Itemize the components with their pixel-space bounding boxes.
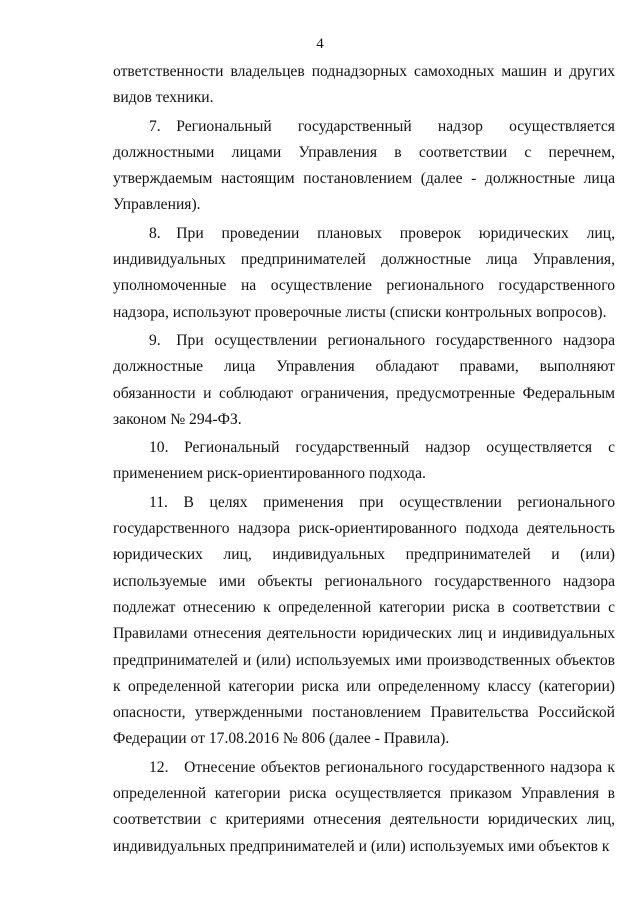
document-body (113, 59, 615, 860)
paragraph-10: 10. Региональный государственный надзор осуществляется с применением риск-ориентированного подхода. (113, 439, 615, 483)
page-number: 4 (316, 36, 324, 52)
paragraph-9: 9. При осуществлении регионального государственного надзора должностные лица Управления обладают правами, выполняют обязанности и соблюдают ограничения, предусмотренные Федеральным законом № 294-ФЗ. (113, 331, 615, 428)
paragraph-12: 12. Отнесение объектов регионального государственного надзора к определенной категории риска осуществляется приказом Управления в соответствии с критериями отнесения деятельности юридических лиц, индивидуальных предпринимателей и (или) используемых ими объектов к (113, 758, 615, 855)
paragraph-8: 8. При проведении плановых проверок юридических лиц, индивидуальных предпринимателей должностные лица Управления, уполномоченные на осуществление регионального государственного надзора, используют проверочные листы (списки контрольных вопросов). (113, 224, 615, 321)
paragraph-11: 11. В целях применения при осуществлении регионального государственного надзора риск-ориентированного подхода деятельность юридических лиц, индивидуальных предпринимателей и (или) используемые ими объекты регионального государственного надзора подлежат отнесению к определенной категории риска в соответствии с Правилами отнесения деятельности юридических лиц и индивидуальных предпринимателей и (или) используемых ими производственных объектов к определенной категории риска или определенному классу (категории) опасности, утвержденными постановлением Правительства Российской Федерации от 17.08.2016 № 806 (далее - Правила). (113, 493, 615, 748)
paragraph-7: 7. Региональный государственный надзор осуществляется должностными лицами Управления в соответствии с перечнем, утверждаемым настоящим постановлением (далее - должностные лица Управления). (113, 117, 615, 214)
paragraph-continuation: ответственности владельцев поднадзорных самоходных машин и других видов техники. (113, 63, 615, 107)
